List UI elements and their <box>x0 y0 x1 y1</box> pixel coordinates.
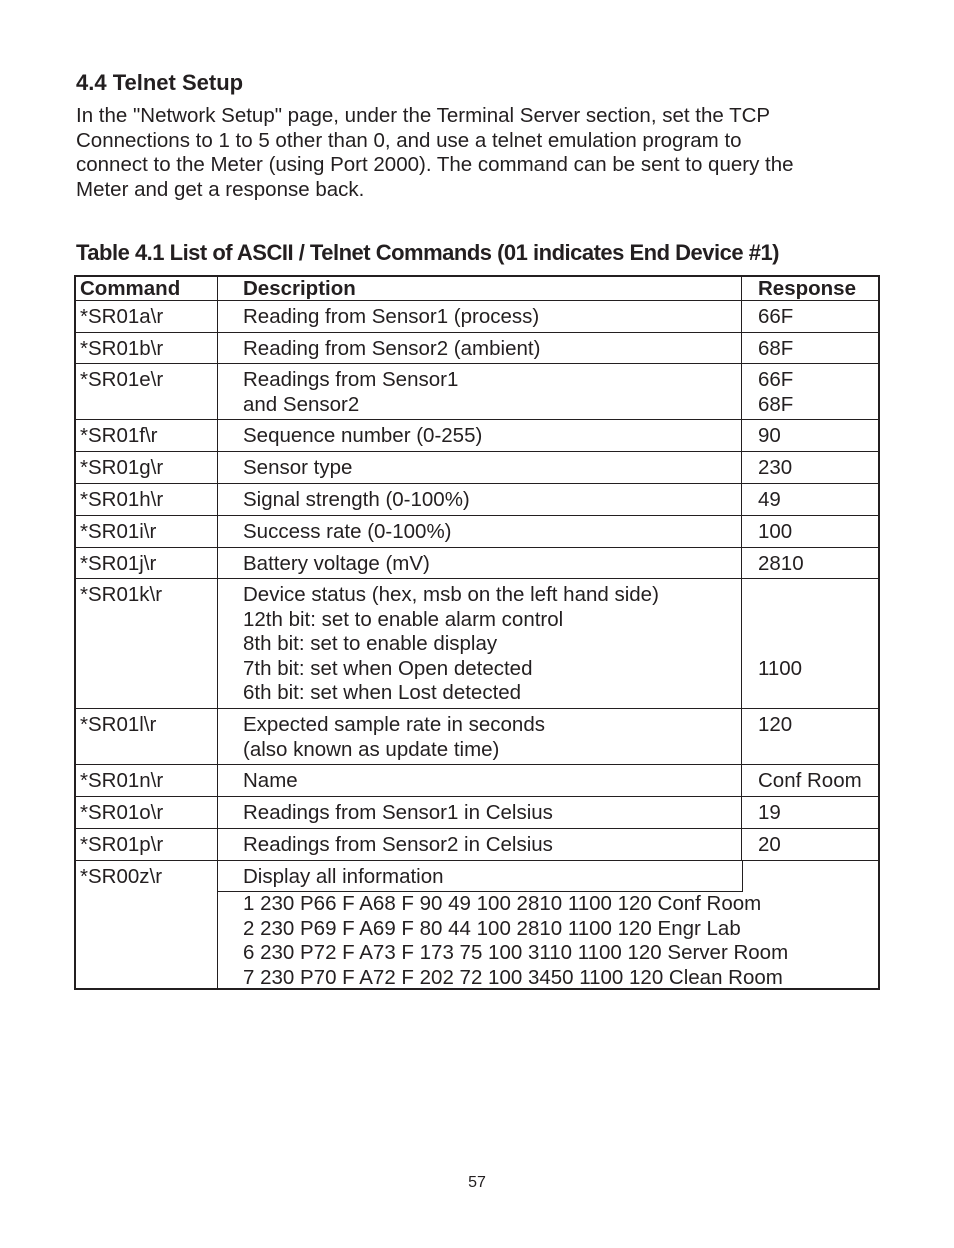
response-line: 66F <box>758 305 794 328</box>
command-cell: *SR01g\r <box>76 452 218 483</box>
description-line: Readings from Sensor1 <box>243 368 459 391</box>
response-cell <box>742 797 878 828</box>
description-line: Sensor type <box>243 456 353 479</box>
header-command: Command <box>76 277 218 300</box>
response-line: 100 <box>758 520 793 543</box>
section-heading: 4.4 Telnet Setup <box>76 70 244 95</box>
response-line: 68F <box>758 337 794 360</box>
description-cell <box>218 516 742 547</box>
description-line: 8th bit: set to enable display <box>243 632 498 655</box>
description-cell <box>218 420 742 451</box>
response-cell <box>742 709 878 764</box>
table-row <box>76 548 878 579</box>
all-info-line: 1 230 P66 F A68 F 90 49 100 2810 1100 120 Conf Room <box>243 892 762 915</box>
table-row <box>76 452 878 484</box>
response-line: 20 <box>758 833 781 856</box>
intro-paragraph <box>76 104 876 202</box>
command-cell: *SR00z\r <box>76 861 218 988</box>
command-cell: *SR01e\r <box>76 364 218 419</box>
table-row <box>76 364 878 420</box>
command-cell: *SR01h\r <box>76 484 218 515</box>
table-row-all-info <box>76 861 878 988</box>
table-row <box>76 797 878 829</box>
page-number: 57 <box>468 1174 486 1191</box>
response-cell <box>742 420 878 451</box>
intro-line: Meter and get a response back. <box>76 177 365 201</box>
table-row <box>76 709 878 765</box>
description-cell <box>218 333 742 363</box>
description-cell <box>218 829 742 860</box>
response-line: 49 <box>758 488 781 511</box>
description-cell <box>218 364 742 419</box>
description-line: Expected sample rate in seconds <box>243 713 545 736</box>
response-cell <box>742 364 878 419</box>
command-cell: *SR01o\r <box>76 797 218 828</box>
intro-line: In the "Network Setup" page, under the Terminal Server section, set the TCP <box>76 104 771 127</box>
command-cell: *SR01k\r <box>76 579 218 708</box>
description-line: Success rate (0-100%) <box>243 520 452 543</box>
response-line: 68F <box>758 392 794 416</box>
response-cell <box>742 484 878 515</box>
description-cell <box>218 579 742 708</box>
description-line: 7th bit: set when Open detected <box>243 656 533 680</box>
intro-line: connect to the Meter (using Port 2000). The command can be sent to query the <box>76 153 794 176</box>
table-row <box>76 484 878 516</box>
table-row <box>76 765 878 797</box>
command-cell: *SR01b\r <box>76 333 218 363</box>
all-info-line: 2 230 P69 F A69 F 80 44 100 2810 1100 120 Engr Lab <box>243 916 741 940</box>
ascii-command-table <box>74 275 880 990</box>
response-line: Conf Room <box>758 769 862 792</box>
all-info-output <box>243 892 788 990</box>
description-line: Signal strength (0-100%) <box>243 488 470 511</box>
table-row <box>76 516 878 548</box>
table-header-row <box>76 277 878 301</box>
table-row <box>76 579 878 709</box>
response-line: 1100 <box>758 656 803 680</box>
response-cell <box>742 301 878 332</box>
command-cell: *SR01a\r <box>76 301 218 332</box>
response-line: 90 <box>758 424 781 447</box>
response-cell <box>742 579 878 708</box>
intro-line: Connections to 1 to 5 other than 0, and use a telnet emulation program to <box>76 128 742 152</box>
description-cell <box>218 765 742 796</box>
description-line: Device status (hex, msb on the left hand side) <box>243 583 659 606</box>
command-cell: *SR01l\r <box>76 709 218 764</box>
response-cell <box>742 516 878 547</box>
description-line: Sequence number (0-255) <box>243 424 483 447</box>
description-line: (also known as update time) <box>243 737 500 761</box>
response-cell <box>742 548 878 578</box>
command-cell: *SR01p\r <box>76 829 218 860</box>
all-info-line: 7 230 P70 F A72 F 202 72 100 3450 1100 120 Clean Room <box>243 965 783 989</box>
description-line: Readings from Sensor2 in Celsius <box>243 833 553 856</box>
all-info-description: Display all information <box>218 861 743 892</box>
description-line: Battery voltage (mV) <box>243 552 430 575</box>
all-info-line: 6 230 P72 F A73 F 173 75 100 3110 1100 120 Server Room <box>243 941 789 964</box>
response-cell <box>742 829 878 860</box>
response-cell <box>742 452 878 483</box>
description-cell <box>218 301 742 332</box>
table-row <box>76 301 878 333</box>
description-line: 12th bit: set to enable alarm control <box>243 607 564 631</box>
response-line: 19 <box>758 801 781 824</box>
response-cell <box>742 765 878 796</box>
description-line: and Sensor2 <box>243 392 360 416</box>
table-row <box>76 420 878 452</box>
table-row <box>76 829 878 861</box>
response-line: 2810 <box>758 552 804 575</box>
description-line: Readings from Sensor1 in Celsius <box>243 801 553 824</box>
command-cell: *SR01j\r <box>76 548 218 578</box>
header-response: Response <box>758 277 856 300</box>
description-cell <box>218 709 742 764</box>
command-cell: *SR01n\r <box>76 765 218 796</box>
table-row <box>76 333 878 364</box>
table-caption: Table 4.1 List of ASCII / Telnet Commands (01 indicates End Device #1) <box>76 240 780 265</box>
response-line: 230 <box>758 456 793 479</box>
description-cell <box>218 548 742 578</box>
header-description: Description <box>218 277 742 300</box>
response-line: 120 <box>758 713 793 736</box>
response-cell <box>742 333 878 363</box>
description-line: Name <box>243 769 298 792</box>
response-line: 66F <box>758 368 794 391</box>
command-cell: *SR01f\r <box>76 420 218 451</box>
description-line: Reading from Sensor1 (process) <box>243 305 540 328</box>
description-line: Reading from Sensor2 (ambient) <box>243 337 541 360</box>
description-cell <box>218 484 742 515</box>
description-line: 6th bit: set when Lost detected <box>243 681 522 704</box>
description-cell <box>218 797 742 828</box>
command-cell: *SR01i\r <box>76 516 218 547</box>
description-cell <box>218 452 742 483</box>
